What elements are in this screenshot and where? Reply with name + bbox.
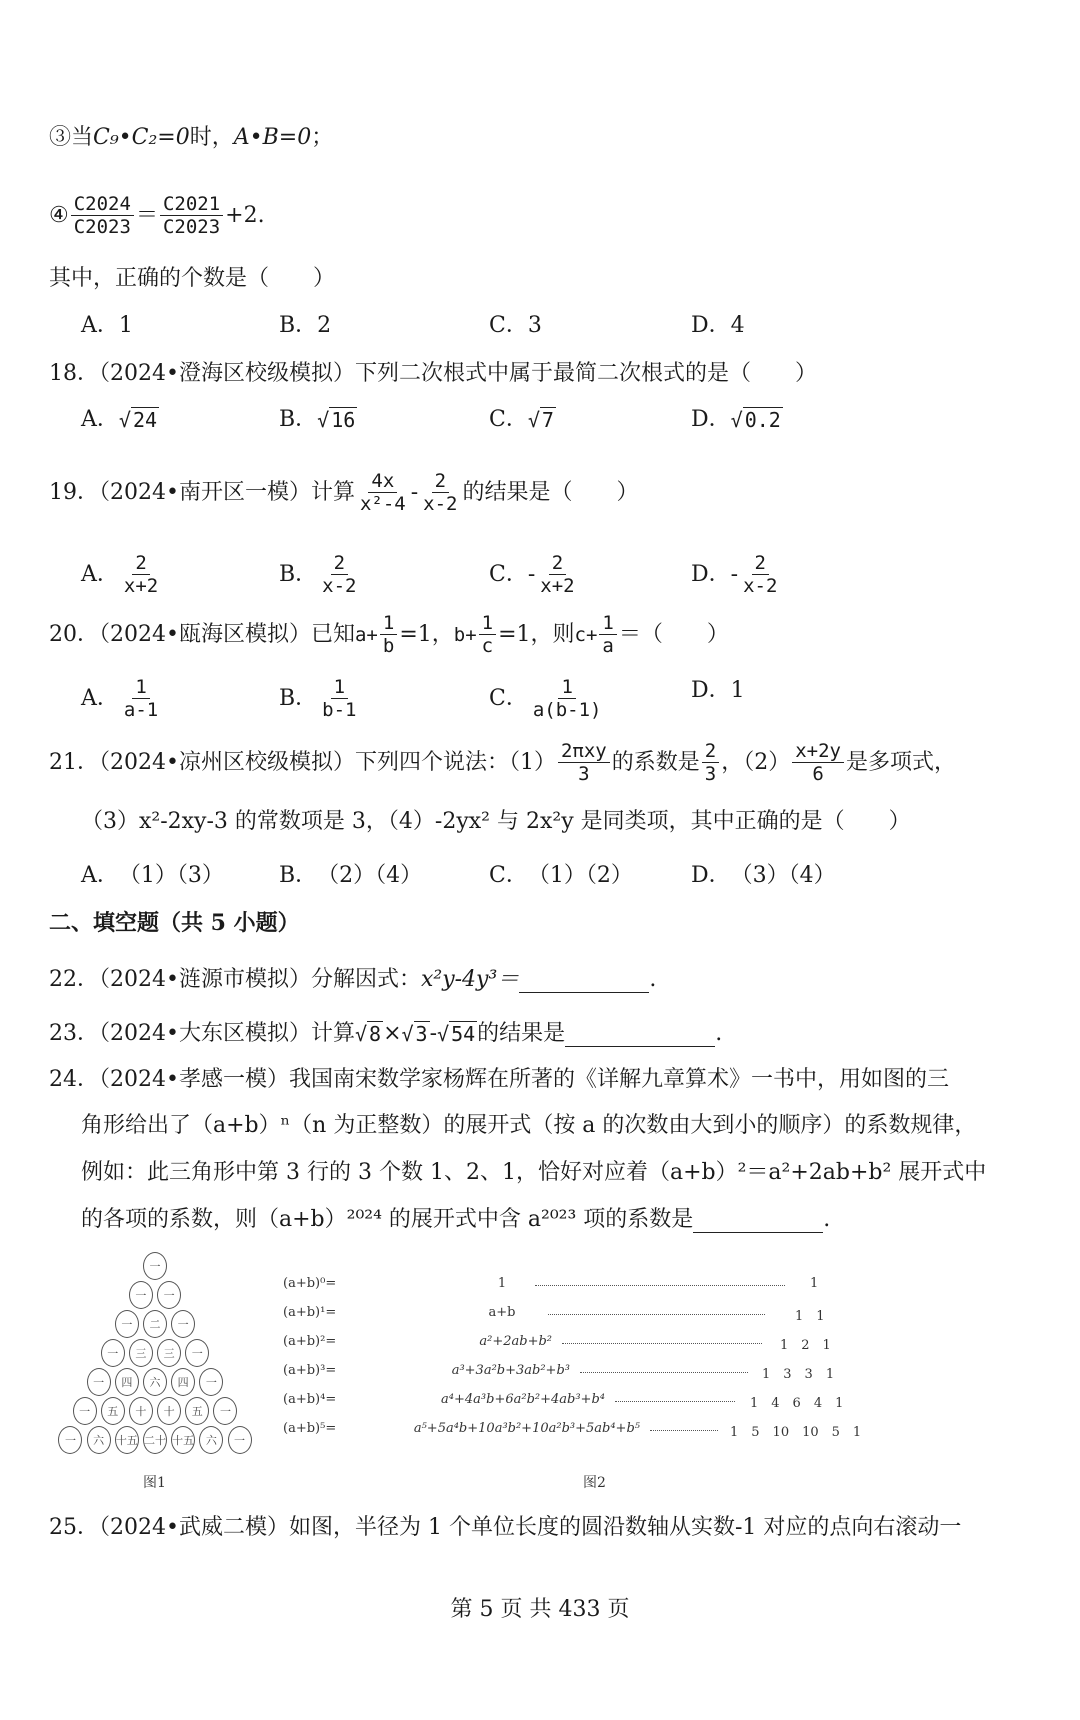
coefficient-row: 1 1 xyxy=(795,1309,825,1324)
expansion-expression: a+b xyxy=(488,1305,516,1320)
triangle-cell: 一 xyxy=(87,1368,111,1396)
text: +2. xyxy=(225,202,265,228)
triangle-cell: 一 xyxy=(157,1281,181,1309)
q17-tail: 其中，正确的个数是（ ） xyxy=(49,266,336,291)
expansion-label: (a+b)⁴= xyxy=(283,1392,337,1407)
option-b[interactable] xyxy=(279,405,357,435)
q24-line: 24．（2024•孝感一模）我国南宋数学家杨辉在所著的《详解九章算术》一书中，用如图的三 xyxy=(49,1067,949,1092)
sqrt: √ 0.2 xyxy=(730,408,781,432)
dotted-leader xyxy=(562,1343,762,1344)
text: . xyxy=(823,1207,831,1232)
numerator: C2021 xyxy=(160,193,223,216)
fraction xyxy=(702,740,719,785)
coefficient-row: 1 5 10 10 5 1 xyxy=(730,1425,862,1440)
option-b[interactable] xyxy=(279,311,331,341)
expansion-expression: a⁴+4a³b+6a²b²+4ab³+b⁴ xyxy=(441,1392,605,1407)
numerator: 1 xyxy=(132,676,149,699)
q21-line2: （3）x²-2xy-3 的常数项是 3，（4）-2yx² 与 2x²y 是同类项，其中正确的是（ ） xyxy=(81,809,911,834)
triangle-cell: 四 xyxy=(171,1368,195,1396)
denominator: 3 xyxy=(578,763,590,785)
option-a[interactable] xyxy=(81,676,163,721)
text: =1， xyxy=(399,621,454,647)
option-label: A． xyxy=(81,863,119,888)
option-c[interactable] xyxy=(489,552,580,597)
answer-blank[interactable] xyxy=(519,968,649,993)
triangle-cell: 十 xyxy=(157,1397,181,1425)
expansion-label: (a+b)²= xyxy=(283,1334,337,1349)
denominator: 6 xyxy=(812,763,824,785)
triangle-cell: 一 xyxy=(228,1426,252,1454)
triangle-cell: 六 xyxy=(199,1426,223,1454)
option-value: 4 xyxy=(730,313,745,338)
fraction xyxy=(558,740,610,785)
denominator: b xyxy=(382,635,395,657)
numerator: 2 xyxy=(549,552,566,575)
sqrt: √ 24 xyxy=(118,408,158,432)
text: ④ xyxy=(49,202,69,228)
denominator: C2023 xyxy=(73,216,131,238)
option-a[interactable] xyxy=(81,311,133,341)
text: 22．（2024•涟源市模拟）分解因式： xyxy=(49,967,421,992)
expansion-expression: a²+2ab+b² xyxy=(479,1334,552,1349)
fraction xyxy=(599,612,616,657)
triangle-cell: 五 xyxy=(101,1397,125,1425)
triangle-cell: 三 xyxy=(157,1339,181,1367)
triangle-cell: 十五 xyxy=(115,1426,139,1454)
triangle-cell: 六 xyxy=(87,1426,111,1454)
answer-blank[interactable] xyxy=(565,1022,715,1047)
text: × xyxy=(383,1021,402,1046)
option-value: （1）（2） xyxy=(527,863,633,888)
q21-stem xyxy=(49,740,956,785)
fraction xyxy=(740,552,780,597)
sqrt: √ 8 xyxy=(354,1022,382,1046)
option-c[interactable] xyxy=(489,676,606,721)
dotted-leader xyxy=(548,1314,765,1315)
text: 的各项的系数，则（a+b）²⁰²⁴ 的展开式中含 a²⁰²³ 项的系数是 xyxy=(81,1207,694,1232)
option-a[interactable] xyxy=(81,405,159,435)
text: . xyxy=(715,1021,723,1046)
option-value: （3）（4） xyxy=(730,863,836,888)
option-label: B． xyxy=(279,863,318,888)
option-label: A． xyxy=(81,561,119,587)
expansion-label: (a+b)⁰= xyxy=(283,1276,337,1291)
option-label: C． xyxy=(489,407,528,432)
option-value: 3 xyxy=(527,313,542,338)
text: ，（2） xyxy=(721,749,791,775)
fraction xyxy=(380,612,397,657)
text: 21．（2024•凉州区校级模拟）下列四个说法：（1） xyxy=(49,749,556,775)
numerator: x+2y xyxy=(792,740,844,763)
fraction xyxy=(537,552,577,597)
triangle-cell: 一 xyxy=(185,1339,209,1367)
text: ＝（ ） xyxy=(618,621,729,647)
text: ＝ xyxy=(135,202,158,228)
option-label: B． xyxy=(279,685,318,711)
q24-line: 角形给出了（a+b）ⁿ（n 为正整数）的展开式（按 a 的次数由大到小的顺序）的系数规律， xyxy=(81,1113,977,1138)
numerator: 2 xyxy=(331,552,348,575)
option-label: D． xyxy=(691,561,731,587)
expansion-expression: a³+3a²b+3ab²+b³ xyxy=(451,1363,570,1378)
text: . xyxy=(649,967,657,992)
denominator: c xyxy=(481,635,494,657)
text: 20．（2024•瓯海区模拟）已知 xyxy=(49,621,355,647)
option-a[interactable] xyxy=(81,552,163,597)
text: 19．（2024•南开区一模）计算 xyxy=(49,479,355,505)
text: 时， xyxy=(189,125,234,150)
triangle-cell: 一 xyxy=(115,1310,139,1338)
numerator: 2 xyxy=(432,470,449,493)
option-b[interactable] xyxy=(279,552,362,597)
option-b[interactable] xyxy=(279,676,362,721)
fraction xyxy=(121,676,161,721)
q24-line: 例如：此三角形中第 3 行的 3 个数 1、2、1，恰好对应着（a+b）²＝a²+2ab+b² 展开式中 xyxy=(81,1160,987,1185)
triangle-cell: 一 xyxy=(171,1310,195,1338)
text: 的系数是 xyxy=(611,749,700,775)
numerator: 1 xyxy=(380,612,397,635)
option-label: C． xyxy=(489,863,528,888)
fraction xyxy=(530,676,605,721)
radicand: 7 xyxy=(541,408,554,432)
option-d[interactable] xyxy=(691,311,745,341)
denominator: x²-4 xyxy=(359,493,406,515)
q18-stem: 18．（2024•澄海区校级模拟）下列二次根式中属于最简二次根式的是（ ） xyxy=(49,361,817,386)
sign: - xyxy=(527,561,536,587)
option-b[interactable] xyxy=(279,861,422,891)
option-d[interactable] xyxy=(691,552,782,597)
text: - xyxy=(410,479,419,505)
q22-stem xyxy=(49,965,656,995)
option-d[interactable] xyxy=(691,676,745,706)
text: 是多项式， xyxy=(845,749,956,775)
option-label: A． xyxy=(81,407,119,432)
numerator: 2 xyxy=(132,552,149,575)
triangle-cell: 四 xyxy=(115,1368,139,1396)
triangle-cell: 一 xyxy=(73,1397,97,1425)
denominator: x-2 xyxy=(423,493,458,515)
option-label: B． xyxy=(279,313,318,338)
denominator: x-2 xyxy=(743,575,778,597)
text: ③当 xyxy=(49,125,94,150)
option-label: C． xyxy=(489,685,528,711)
option-label: D． xyxy=(691,407,731,432)
triangle-cell: 二 xyxy=(143,1310,167,1338)
section-heading: 二、填空题（共 5 小题） xyxy=(49,910,300,936)
option-label: D． xyxy=(691,313,731,338)
radicand: 16 xyxy=(331,408,356,432)
option-label: A． xyxy=(81,313,119,338)
expansion-label: (a+b)⁵= xyxy=(283,1421,337,1436)
option-value: （2）（4） xyxy=(317,863,423,888)
q19-stem xyxy=(49,470,639,515)
denominator: a xyxy=(602,635,614,657)
coefficient-row: 1 3 3 1 xyxy=(762,1367,835,1382)
option-label: C． xyxy=(489,313,528,338)
option-label: C． xyxy=(489,561,528,587)
expansion-label: (a+b)¹= xyxy=(283,1305,337,1320)
fraction xyxy=(420,470,460,515)
triangle-cell: 一 xyxy=(143,1252,167,1280)
fraction xyxy=(319,552,359,597)
sqrt: √ 3 xyxy=(401,1022,428,1046)
sqrt: √ 7 xyxy=(527,408,554,432)
text: 23．（2024•大东区模拟）计算 xyxy=(49,1021,355,1046)
denominator: b-1 xyxy=(322,699,357,721)
denominator: a-1 xyxy=(123,699,159,721)
math: C₉•C₂=0 xyxy=(93,125,190,150)
math: b+ xyxy=(453,623,477,646)
fraction xyxy=(160,193,223,238)
option-c[interactable] xyxy=(489,405,556,435)
dotted-leader xyxy=(615,1401,735,1402)
denominator: C2023 xyxy=(162,216,221,238)
text: 的结果是 xyxy=(477,1021,566,1046)
fraction xyxy=(121,552,161,597)
option-d[interactable] xyxy=(691,861,836,891)
denominator: x+2 xyxy=(540,575,575,597)
triangle-cell: 三 xyxy=(129,1339,153,1367)
numerator: 1 xyxy=(558,676,575,699)
answer-blank[interactable] xyxy=(693,1208,823,1233)
sqrt: √ 16 xyxy=(317,408,356,432)
triangle-cell: 十 xyxy=(129,1397,153,1425)
numerator: C2024 xyxy=(71,193,134,216)
option-value: 1 xyxy=(118,313,133,338)
option-label: D． xyxy=(691,678,731,703)
triangle-cell: 六 xyxy=(143,1368,167,1396)
math: a+ xyxy=(354,623,378,646)
dotted-leader xyxy=(580,1372,748,1373)
option-value: 1 xyxy=(730,678,745,703)
denominator: a(b-1) xyxy=(532,699,602,721)
dotted-leader xyxy=(535,1285,785,1286)
option-label: B． xyxy=(279,561,318,587)
fraction xyxy=(357,470,409,515)
option-label: A． xyxy=(81,685,119,711)
expansion-label: (a+b)³= xyxy=(283,1363,337,1378)
numerator: 1 xyxy=(479,612,496,635)
denominator: x-2 xyxy=(322,575,357,597)
numerator: 2 xyxy=(702,740,719,763)
coefficient-row: 1 2 1 xyxy=(780,1338,831,1353)
coefficient-row: 1 xyxy=(810,1276,819,1291)
sqrt: √ 54 xyxy=(437,1022,476,1046)
q20-stem xyxy=(49,612,729,657)
math: A•B=0 xyxy=(233,125,312,150)
math: x²y-4y³＝ xyxy=(420,967,520,992)
figure2-caption: 图2 xyxy=(583,1475,606,1491)
option-label: D． xyxy=(691,863,731,888)
denominator: x+2 xyxy=(123,575,159,597)
radicand: 24 xyxy=(132,408,158,432)
sign: - xyxy=(730,561,739,587)
statement-3 xyxy=(49,123,333,153)
figure1-caption: 图1 xyxy=(143,1475,166,1491)
radicand: 8 xyxy=(369,1022,382,1046)
triangle-cell: 一 xyxy=(101,1339,125,1367)
option-value: （1）（3） xyxy=(118,863,224,888)
triangle-cell: 一 xyxy=(199,1368,223,1396)
text: ； xyxy=(311,125,334,150)
q24-line xyxy=(81,1205,830,1235)
statement-4 xyxy=(49,193,265,238)
numerator: 4x xyxy=(368,470,397,493)
triangle-cell: 一 xyxy=(213,1397,237,1425)
triangle-cell: 五 xyxy=(185,1397,209,1425)
radicand: 0.2 xyxy=(744,408,781,432)
denominator: 3 xyxy=(704,763,717,785)
radicand: 3 xyxy=(415,1022,428,1046)
triangle-cell: 一 xyxy=(58,1426,82,1454)
text: - xyxy=(429,1021,438,1046)
option-a[interactable] xyxy=(81,861,224,891)
option-label: B． xyxy=(279,407,318,432)
fraction xyxy=(319,676,359,721)
triangle-cell: 二十 xyxy=(143,1426,167,1454)
triangle-cell: 一 xyxy=(129,1281,153,1309)
fraction xyxy=(479,612,496,657)
q25-stem: 25．（2024•武威二模）如图，半径为 1 个单位长度的圆沿数轴从实数-1 对应的点向右滚动一 xyxy=(49,1515,962,1540)
numerator: 2πxy xyxy=(558,740,610,763)
expansion-expression: 1 xyxy=(497,1276,507,1291)
option-d[interactable] xyxy=(691,405,783,435)
fraction xyxy=(792,740,844,785)
triangle-cell: 十五 xyxy=(171,1426,195,1454)
option-value: 2 xyxy=(317,313,332,338)
numerator: 2 xyxy=(752,552,769,575)
coefficient-row: 1 4 6 4 1 xyxy=(750,1396,844,1411)
fraction xyxy=(71,193,134,238)
radicand: 54 xyxy=(451,1022,476,1046)
numerator: 1 xyxy=(599,612,616,635)
option-c[interactable] xyxy=(489,861,633,891)
text: 的结果是（ ） xyxy=(462,479,639,505)
text: =1，则 xyxy=(498,621,575,647)
expansion-expression: a⁵+5a⁴b+10a³b²+10a²b³+5ab⁴+b⁵ xyxy=(413,1421,640,1436)
page-footer: 第 5 页 共 433 页 xyxy=(450,1597,630,1622)
numerator: 1 xyxy=(331,676,348,699)
math: c+ xyxy=(574,623,598,646)
q23-stem xyxy=(49,1019,722,1049)
option-c[interactable] xyxy=(489,311,542,341)
dotted-leader xyxy=(650,1430,718,1431)
